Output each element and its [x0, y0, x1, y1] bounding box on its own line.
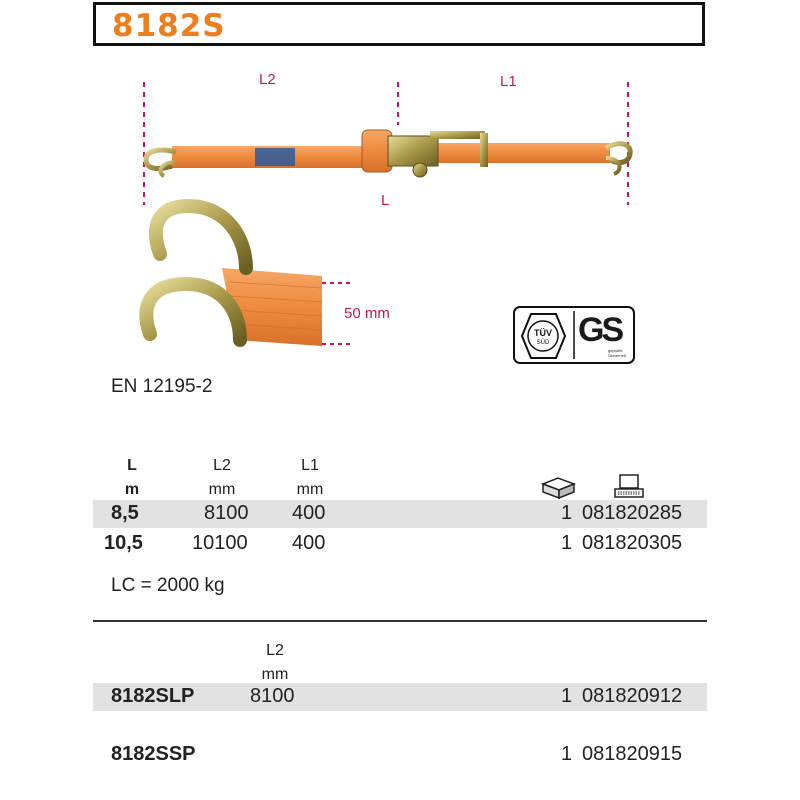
row2-qty: 1 [561, 532, 573, 554]
t2-header-l2: L2 [266, 642, 284, 659]
label-l2: L2 [259, 71, 276, 88]
t2-header-l2-unit: mm [261, 666, 289, 683]
t2-row1-l2: 8100 [250, 685, 295, 707]
row1-qty: 1 [561, 502, 573, 524]
t2-row2-model: 8182SSP [111, 743, 196, 765]
t2-row2-code: 081820915 [582, 743, 683, 765]
label-l: L [381, 192, 390, 209]
header-l1: L1 [301, 457, 319, 474]
row2-l2: 10100 [192, 532, 248, 554]
tuv-mark: TÜV [534, 328, 552, 338]
header-l1-unit: mm [296, 481, 324, 498]
label-width: 50 mm [344, 305, 390, 322]
t2-row1-qty: 1 [561, 685, 573, 707]
gs-mark: GS [578, 311, 622, 349]
ratchet-strap [146, 130, 630, 177]
row2-l: 10,5 [104, 532, 143, 554]
barcode-terminal-icon [615, 475, 643, 497]
row2-l1: 400 [292, 532, 326, 554]
row2-code: 081820305 [582, 532, 683, 554]
row1-l2: 8100 [204, 502, 249, 524]
tuv-sub: SÜD [536, 340, 550, 346]
lashing-capacity: LC = 2000 kg [111, 575, 225, 596]
header-l: L [127, 457, 137, 474]
t2-row1-code: 081820912 [582, 685, 683, 707]
label-l1: L1 [500, 73, 517, 90]
header-l2: L2 [213, 457, 231, 474]
standard-reference: EN 12195-2 [111, 376, 213, 397]
row1-l1: 400 [292, 502, 326, 524]
strap-label-tag [255, 148, 295, 166]
row1-l: 8,5 [111, 502, 139, 524]
product-title: 8182S [112, 8, 226, 44]
row1-code: 081820285 [582, 502, 683, 524]
t2-row1-model: 8182SLP [111, 685, 195, 707]
t2-row2-qty: 1 [561, 743, 573, 765]
header-l2-unit: mm [208, 481, 236, 498]
section-divider [93, 620, 707, 622]
package-box-icon [543, 478, 574, 498]
hook-closeup [146, 206, 322, 346]
header-l-unit: m [124, 481, 140, 498]
gs-sub: geprüfte Sicherheit [608, 348, 626, 358]
